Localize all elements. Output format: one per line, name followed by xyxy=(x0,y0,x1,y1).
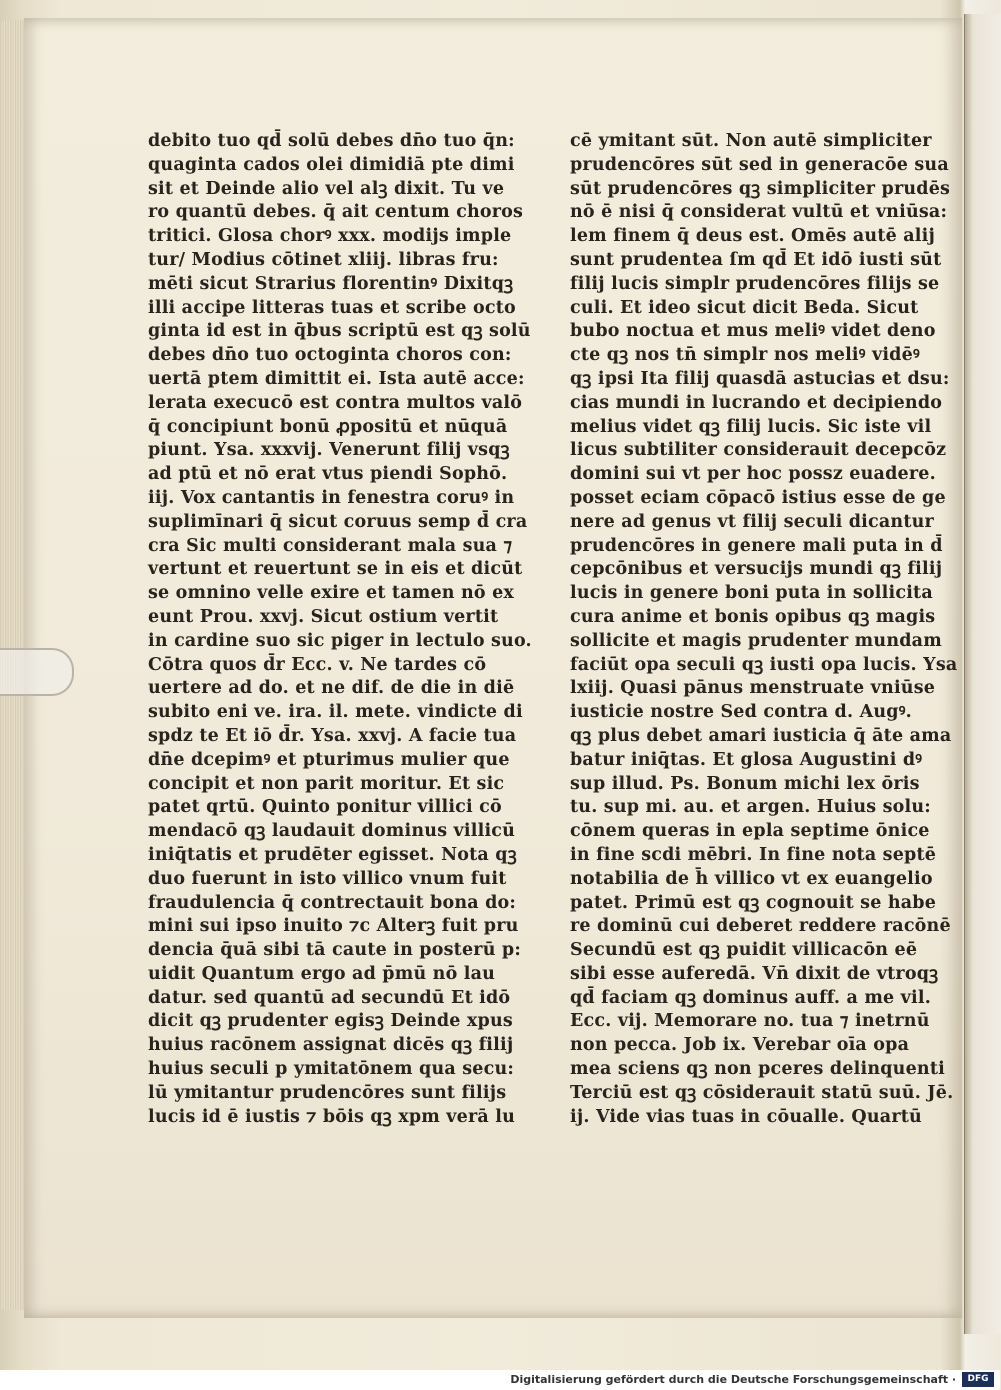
text-line: Ecc. vij. Memorare no. tua ⁊ inetrnū xyxy=(570,1011,930,1032)
text-line: sup illud. Ps. Bonum michi lex ōris xyxy=(570,773,920,794)
text-line: sūt prudencōres qꝫ simpliciter prudēs xyxy=(570,178,951,199)
text-line: patet qrtū. Quinto ponitur villici cō xyxy=(148,797,502,818)
text-line: concipit et non parit moritur. Et sic xyxy=(148,773,505,794)
text-line: ij. Vide vias tuas in cōualle. Quartū xyxy=(570,1106,922,1127)
text-line: qd̄ faciam qꝫ dominus auff. a me vil. xyxy=(570,987,932,1008)
text-line: eunt Prou. xxvj. Sicut ostium vertit xyxy=(148,606,499,627)
text-line: sit et Deinde alio vel alꝫ dixit. Tu ve xyxy=(148,178,505,199)
text-line: se omnino velle exire et tamen nō ex xyxy=(148,583,515,604)
left-text-column xyxy=(148,130,532,1129)
text-line: uertā ptem dimittit ei. Ista autē acce: xyxy=(148,368,525,389)
text-line: illi accipe litteras tuas et scribe octo xyxy=(148,297,516,318)
text-line: faciūt opa seculi qꝫ iusti opa lucis. Ysa xyxy=(570,654,958,675)
text-line: iusticie nostre Sed contra d. Augꝰ. xyxy=(570,702,912,723)
text-line: cepcōnibus et versucijs mundi qꝫ filij xyxy=(570,559,943,580)
text-line: iij. Vox cantantis in fenestra coruꝰ in xyxy=(148,487,515,508)
text-line: batur iniq̄tas. Et glosa Augustini dꝰ xyxy=(570,749,923,770)
text-line: lucis in genere boni puta in sollicita xyxy=(570,583,933,604)
text-line: uidit Quantum ergo ad p̄mū nō lau xyxy=(148,963,496,984)
text-line: ad ptū et nō erat vtus piendi Sophō. xyxy=(148,464,508,485)
text-line: fraudulencia q̄ contrectauit bona do: xyxy=(148,892,517,913)
text-line: mēti sicut Strarius florentinꝰ Dixitqꝫ xyxy=(148,273,514,294)
text-line: spdz te Et iō d̄r. Ysa. xxvj. A facie tua xyxy=(148,725,517,746)
text-line: dicit qꝫ prudenter egisꝫ Deinde xpus xyxy=(148,1011,513,1032)
text-line: sibi esse auferedā. Vn̄ dixit de vtroqꝫ xyxy=(570,963,939,984)
text-line: lem finem q̄ deus est. Omēs autē alij xyxy=(570,226,936,247)
text-line: lucis id ē iustis ⁊ bōis qꝫ xpm verā lu xyxy=(148,1106,516,1127)
text-line: in cardine suo sic piger in lectulo suo. xyxy=(148,630,532,651)
text-line: cias mundi in lucrando et decipiendo xyxy=(570,392,943,413)
text-line: datur. sed quantū ad secundū Et idō xyxy=(148,987,511,1008)
text-line: domini sui vt per hoc possz euadere. xyxy=(570,464,936,485)
text-line: filij lucis simplr prudencōres filijs se xyxy=(570,273,940,294)
text-line: Cōtra quos d̄r Ecc. v. Ne tardes cō xyxy=(148,654,487,675)
text-line: dencia q̄uā sibi tā caute in posterū p: xyxy=(148,940,522,961)
text-line: sunt prudentea ſm qd̄ Et idō iusti sūt xyxy=(570,249,942,270)
text-line: ro quantū debes. q̄ ait centum choros xyxy=(148,202,524,223)
text-line: prudencōres in genere mali puta in d̄ xyxy=(570,535,943,556)
text-line: mini sui ipso inuito ⁊c Alterꝫ fuit pru xyxy=(148,916,519,937)
footer-credit: Digitalisierung gefördert durch die Deutsche Forschungsgemeinschaft · xyxy=(510,1373,956,1386)
bookmark-clip xyxy=(0,648,74,696)
right-text-column xyxy=(570,130,958,1129)
text-line: nō ē nisi q̄ considerat vultū et vniūsa: xyxy=(570,202,948,223)
text-line: lerata execucō est contra multos valō xyxy=(148,392,523,413)
text-line: lū ymitantur prudencōres sunt filijs xyxy=(148,1082,507,1103)
text-line: quaginta cados olei dimidiā pte dimi xyxy=(148,154,515,175)
text-line: debes dn̄o tuo octoginta choros con: xyxy=(148,345,512,366)
text-line: cra Sic multi considerant mala sua ⁊ xyxy=(148,535,513,556)
text-line: huius seculi p ymitatōnem qua secu: xyxy=(148,1059,515,1080)
text-line: qꝫ ipsi Ita filij quasdā astucias et dsu: xyxy=(570,368,950,389)
text-line: cōnem queras in epla septime ōnice xyxy=(570,821,930,842)
text-line: nere ad genus vt filij seculi dicantur xyxy=(570,511,934,532)
text-line: huius racōnem assignat dicēs qꝫ filij xyxy=(148,1035,514,1056)
footer-bar xyxy=(0,1370,1000,1390)
text-line: licus subtiliter considerauit decepcōz xyxy=(570,440,947,461)
text-line: non pecca. Job ix. Verebar oīa opa xyxy=(570,1035,910,1056)
text-line: ginta id est in q̄bus scriptū est qꝫ solū xyxy=(148,321,531,342)
dfg-logo: DFG xyxy=(962,1372,994,1387)
text-line: vertunt et reuertunt se in eis et dicūt xyxy=(148,559,523,580)
text-line: Terciū est qꝫ cōsiderauit statū suū. Jē. xyxy=(570,1082,954,1103)
text-line: mea sciens qꝫ non pceres delinquenti xyxy=(570,1059,945,1080)
text-line: patet. Primū est qꝫ cognouit se habe xyxy=(570,892,937,913)
text-line: sollicite et magis prudenter mundam xyxy=(570,630,942,651)
text-line: melius videt qꝫ filij lucis. Sic iste vil xyxy=(570,416,932,437)
text-line: tritici. Glosa chorꝰ xxx. modijs imple xyxy=(148,226,512,247)
text-line: uertere ad do. et ne dif. de die in diē xyxy=(148,678,515,699)
text-line: lxiij. Quasi pānus menstruate vniūse xyxy=(570,678,936,699)
text-line: duo fuerunt in isto villico vnum fuit xyxy=(148,868,507,889)
text-line: cte qꝫ nos tn̄ simplr nos meliꝰ vidēꝰ xyxy=(570,345,920,366)
text-line: suplimīnari q̄ sicut coruus semp d̄ cra xyxy=(148,511,528,532)
text-line: debito tuo qd̄ solū debes dn̄o tuo q̄n: xyxy=(148,131,515,151)
text-line: culi. Et ideo sicut dicit Beda. Sicut xyxy=(570,297,919,318)
text-line: cura anime et bonis opibus qꝫ magis xyxy=(570,606,936,627)
text-line: q̄ concipiunt bonū ꝓpositū et nūquā xyxy=(148,416,508,437)
text-line: subito eni ve. ira. il. mete. vindicte di xyxy=(148,702,523,723)
text-line: re dominū cui deberet reddere racōnē xyxy=(570,916,951,937)
text-line: qꝫ plus debet amari iusticia q̄ āte ama xyxy=(570,725,952,746)
text-line: notabilia de h̄ villico vt ex euangelio xyxy=(570,868,933,889)
text-line: bubo noctua et mus meliꝰ videt deno xyxy=(570,321,936,342)
text-line: piunt. Ysa. xxxvij. Venerunt filij vsqꝫ xyxy=(148,440,510,461)
text-line: tur/ Modius cōtinet xliij. libras fru: xyxy=(148,249,499,270)
text-line: mendacō qꝫ laudauit dominus villicū xyxy=(148,821,516,842)
text-line: in fine scdi mēbri. In fine nota septē xyxy=(570,844,937,865)
text-line: Secundū est qꝫ puidit villicacōn eē xyxy=(570,940,918,961)
facing-page-edge xyxy=(964,14,1001,1334)
text-line: iniq̄tatis et prudēter egisset. Nota qꝫ xyxy=(148,844,517,865)
text-line: cē ymitant sūt. Non autē simpliciter xyxy=(570,131,932,151)
text-line: dn̄e dcepimꝰ et pturimus mulier que xyxy=(148,749,510,770)
text-line: posset eciam cōpacō istius esse de ge xyxy=(570,487,946,508)
text-line: tu. sup mi. au. et argen. Huius solu: xyxy=(570,797,931,818)
text-line: prudencōres sūt sed in generacōe sua xyxy=(570,154,949,175)
